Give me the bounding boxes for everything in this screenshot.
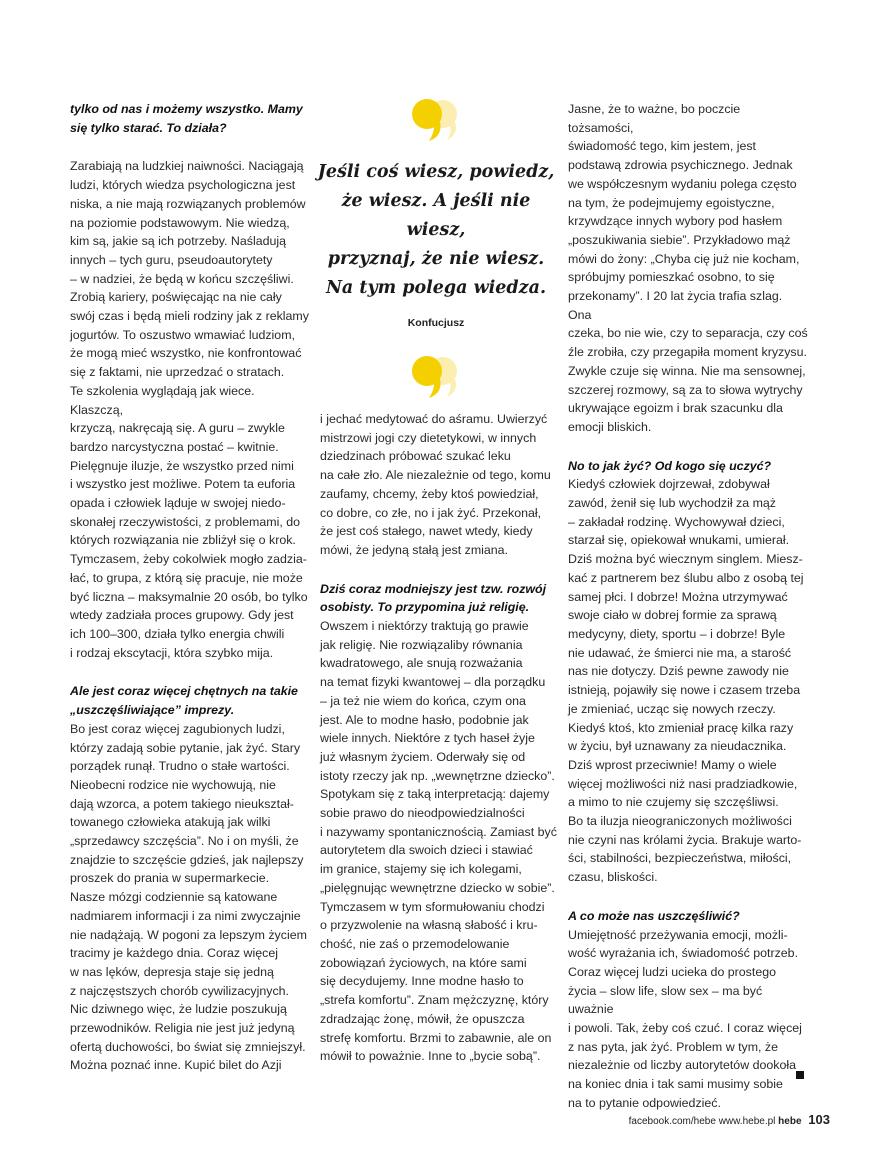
quote-mark-yellow xyxy=(412,99,442,141)
subheading-question-4: No to jak żyć? Od kogo się uczyć? xyxy=(568,458,772,473)
paragraph: Owszem i niektórzy traktują go prawie jak religię. Nie rozwiązaliby równania kwadratowego, ale snują rozważania na temat fizyki kwantowej – dla porządku – ja też nie wiem do końca, czym ona jest. Ale to modne hasło, podobnie jak wiele innych. Niektóre z tych haseł żyje już własnym życiem. Oderwały się od istoty rzeczy jak np. „wewnętrzne dziecko”. Spotykam się z taką interpretacją: dajemy sobie prawo do nieodpowiedzialności i nazywamy spontanicznością. Zamiast być autorytetem dla swoich dzieci i stawiać im granice, stajemy się ich kolegami, „pielęgnując wewnętrzne dziecko w sobie”. Tymczasem w tym sformułowaniu chodzi o przyzwolenie na własną słabość i kru- chość, nie zaś o przemodelowanie zobowiązań życiowych, na które sami się decydujemy. Inne modne hasło to „strefa komfortu”. Znam mężczyznę, który zdradzając żonę, mówił, że opuszcza strefę komfortu. Brzmi to zabawnie, ale on mówił to poważnie. Inne to „bycie sobą”. xyxy=(320,619,557,1064)
quote-mark-yellow xyxy=(412,356,442,398)
paragraph: Kiedyś człowiek dojrzewał, zdobywał zawód, żenił się lub wychodził za mąż – zakładał rodzinę. Wychowywał dzieci, starzał się, opiekował wnukami, umierał. Dziś można być wiecznym singlem. Miesz- kać z partnerem bez ślubu albo z osobą tej samej płci. I dobrze! Można utrzymywać swoje ciało w dobrej formie za sprawą medycyny, diety, sportu – i dobrze! Byle nie udawać, że śmierci nie ma, a starość nas nie dotyczy. Dziś pewne zawody nie istnieją, pojawiły się nowe i czasem trzeba je zmieniać, ucząc się nowych rzeczy. Kiedyś ktoś, kto zmieniał pracę kilka razy w życiu, był uznawany za nieudacznika. Dziś wprost przeciwnie! Mamy o wiele więcej możliwości niż nasi pradziadkowie, a mimo to nie czujemy się szczęśliwsi. Bo ta iluzja nieograniczonych możliwości nie czyni nas królami życia. Brakuje warto- ści, stabilności, bezpieczeństwa, miłości, czasu, bliskości. xyxy=(568,477,804,885)
subheading-question-5: A co może nas uszczęśliwić? xyxy=(568,908,740,923)
subheading-question-1: tylko od nas i możemy wszystko. Mamy się tylko starać. To działa? xyxy=(70,102,303,135)
quote-author: Konfucjusz xyxy=(407,317,465,329)
subheading-question-2: Ale jest coraz więcej chętnych na takie „uszczęśliwiające” imprezy. xyxy=(70,684,298,718)
pull-quote xyxy=(316,92,556,399)
quote-marks-icon xyxy=(403,349,469,399)
paragraph: Umiejętność przeżywania emocji, możli- wość wyrażania ich, świadomość potrzeb. Coraz więcej ludzi ucieka do prostego życia – slow life, slow sex – ma być uważnie i powoli. Tak, żeby coś czuć. I coraz więcej z nas pyta, jak żyć. Problem w tym, że niezależnie od liczby autorytetów dookoła na koniec dnia i tak sami musimy sobie na to pytanie odpowiedzieć. xyxy=(568,927,802,1110)
footer-website-link[interactable]: www.hebe.pl xyxy=(718,1116,776,1127)
paragraph: Jasne, że to ważne, bo poczcie tożsamości, świadomość tego, kim jestem, jest podstawą zdrowia psychicznego. Jednak we współczesnym wydaniu polega często na tym, że podejmujemy egoistyczne, krzywdzące innych wybory pod hasłem „poszukiwania siebie”. Przykładowo mąż mówi do żony: „Chyba cię już nie kocham, spróbujmy pomieszkać osobno, to się przekonamy”. I 20 lat życia trafia szlag. Ona czeka, bo nie wie, czy to separacja, czy coś źle zrobiła, czy przegapiła moment kryzysu. Zwykle czuje się winna. Nie ma sensownej, szczerej rozmowy, są za to słowa wytrychy ukrywające egoizm i brak szacunku dla emocji bliskich. xyxy=(568,102,808,434)
subheading-question-3: Dziś coraz modniejszy jest tzw. rozwój osobisty. To przypomina już religię. xyxy=(320,581,547,615)
page-footer xyxy=(629,1112,830,1127)
quote-marks-icon xyxy=(403,92,469,142)
paragraph: Zarabiają na ludzkiej naiwności. Naciągają ludzi, których wiedza psychologiczna jest niska, a nie mają rozwiązanych problemów na poziomie podstawowym. Nie wiedzą, kim są, jakie są ich potrzeby. Naśladują innych – tych guru, pseudoautorytety – w nadziei, że będą w końcu szczęśliwi. Zrobią kariery, poświęcając na nie cały swój czas i będą mieli rodziny jak z reklamy jogurtów. To oszustwo wmawiać ludziom, że mogą mieć wszystko, nie konfrontować się z faktami, nie uprzedzać o stratach. Te szkolenia wyglądają jak wiece. Klaszczą, krzyczą, nakręcają się. A guru – zwykle bardzo narcystyczna postać – kwitnie. Pielęgnuje iluzje, że wszystko przed nimi i wszystko jest możliwe. Potem ta euforia opada i człowiek ląduje w swojej niedo- skonałej rzeczywistości, z problemami, do których rozwiązania nie zbliżył się o krok. Tymczasem, żeby cokolwiek mogło zadzia- łać, to grupa, z którą się pracuje, nie może być liczna – maksymalnie 20 osób, bo tylko wtedy zadziała proces grupowy. Gdy jest ich 100–300, działa tylko energia chwili i rodzaj ekscytacji, która szybko mija. xyxy=(70,159,309,660)
article-column-2 xyxy=(320,410,560,1066)
page-number: 103 xyxy=(808,1112,830,1127)
article-column-1 xyxy=(70,100,310,1075)
footer-brand: hebe xyxy=(778,1116,802,1127)
paragraph: Bo jest coraz więcej zagubionych ludzi, którzy zadają sobie pytanie, jak żyć. Stary porządek runął. Trudno o stałe wartości. Nieobecni rodzice nie wychowują, nie dają wzorca, a potem takiego nieukształ- towanego człowieka atakują jak wilki „sprzedawcy szczęścia”. No i on myśli, że znajdzie to szczęście gdzieś, jak najlepszy proszek do prania w supermarkecie. Nasze mózgi codziennie są katowane nadmiarem informacji i za nimi zwyczajnie nie nadążają. W pogoni za lepszym życiem tracimy je każdego dnia. Coraz więcej w nas lęków, depresja staje się jedną z najczęstszych chorób cywilizacyjnych. Nic dziwnego więc, że ludzie poszukują przewodników. Religia nie jest już jedyną ofertą duchowości, bo świat się zmniejszył. Można poznać inne. Kupić bilet do Azji xyxy=(70,721,307,1073)
end-of-article-mark xyxy=(796,1071,804,1079)
footer-facebook-link[interactable]: facebook.com/hebe xyxy=(628,1116,716,1127)
quote-text: Jeśli coś wiesz, powiedz, że wiesz. A jeśli nie wiesz, przyznaj, że nie wiesz. Na tym polega wiedza. xyxy=(317,162,555,298)
paragraph: i jechać medytować do aśramu. Uwierzyć mistrzowi jogi czy dietetykowi, w innych dziedzinach próbować szukać leku na całe zło. Ale niezależnie od tego, komu zaufamy, chcemy, żeby ktoś powiedział, co dobre, co złe, no i jak żyć. Przekonał, że jest coś stałego, nawet wtedy, kiedy mówi, że jedyną stałą jest zmiana. xyxy=(320,412,551,557)
article-column-3 xyxy=(568,100,808,1113)
